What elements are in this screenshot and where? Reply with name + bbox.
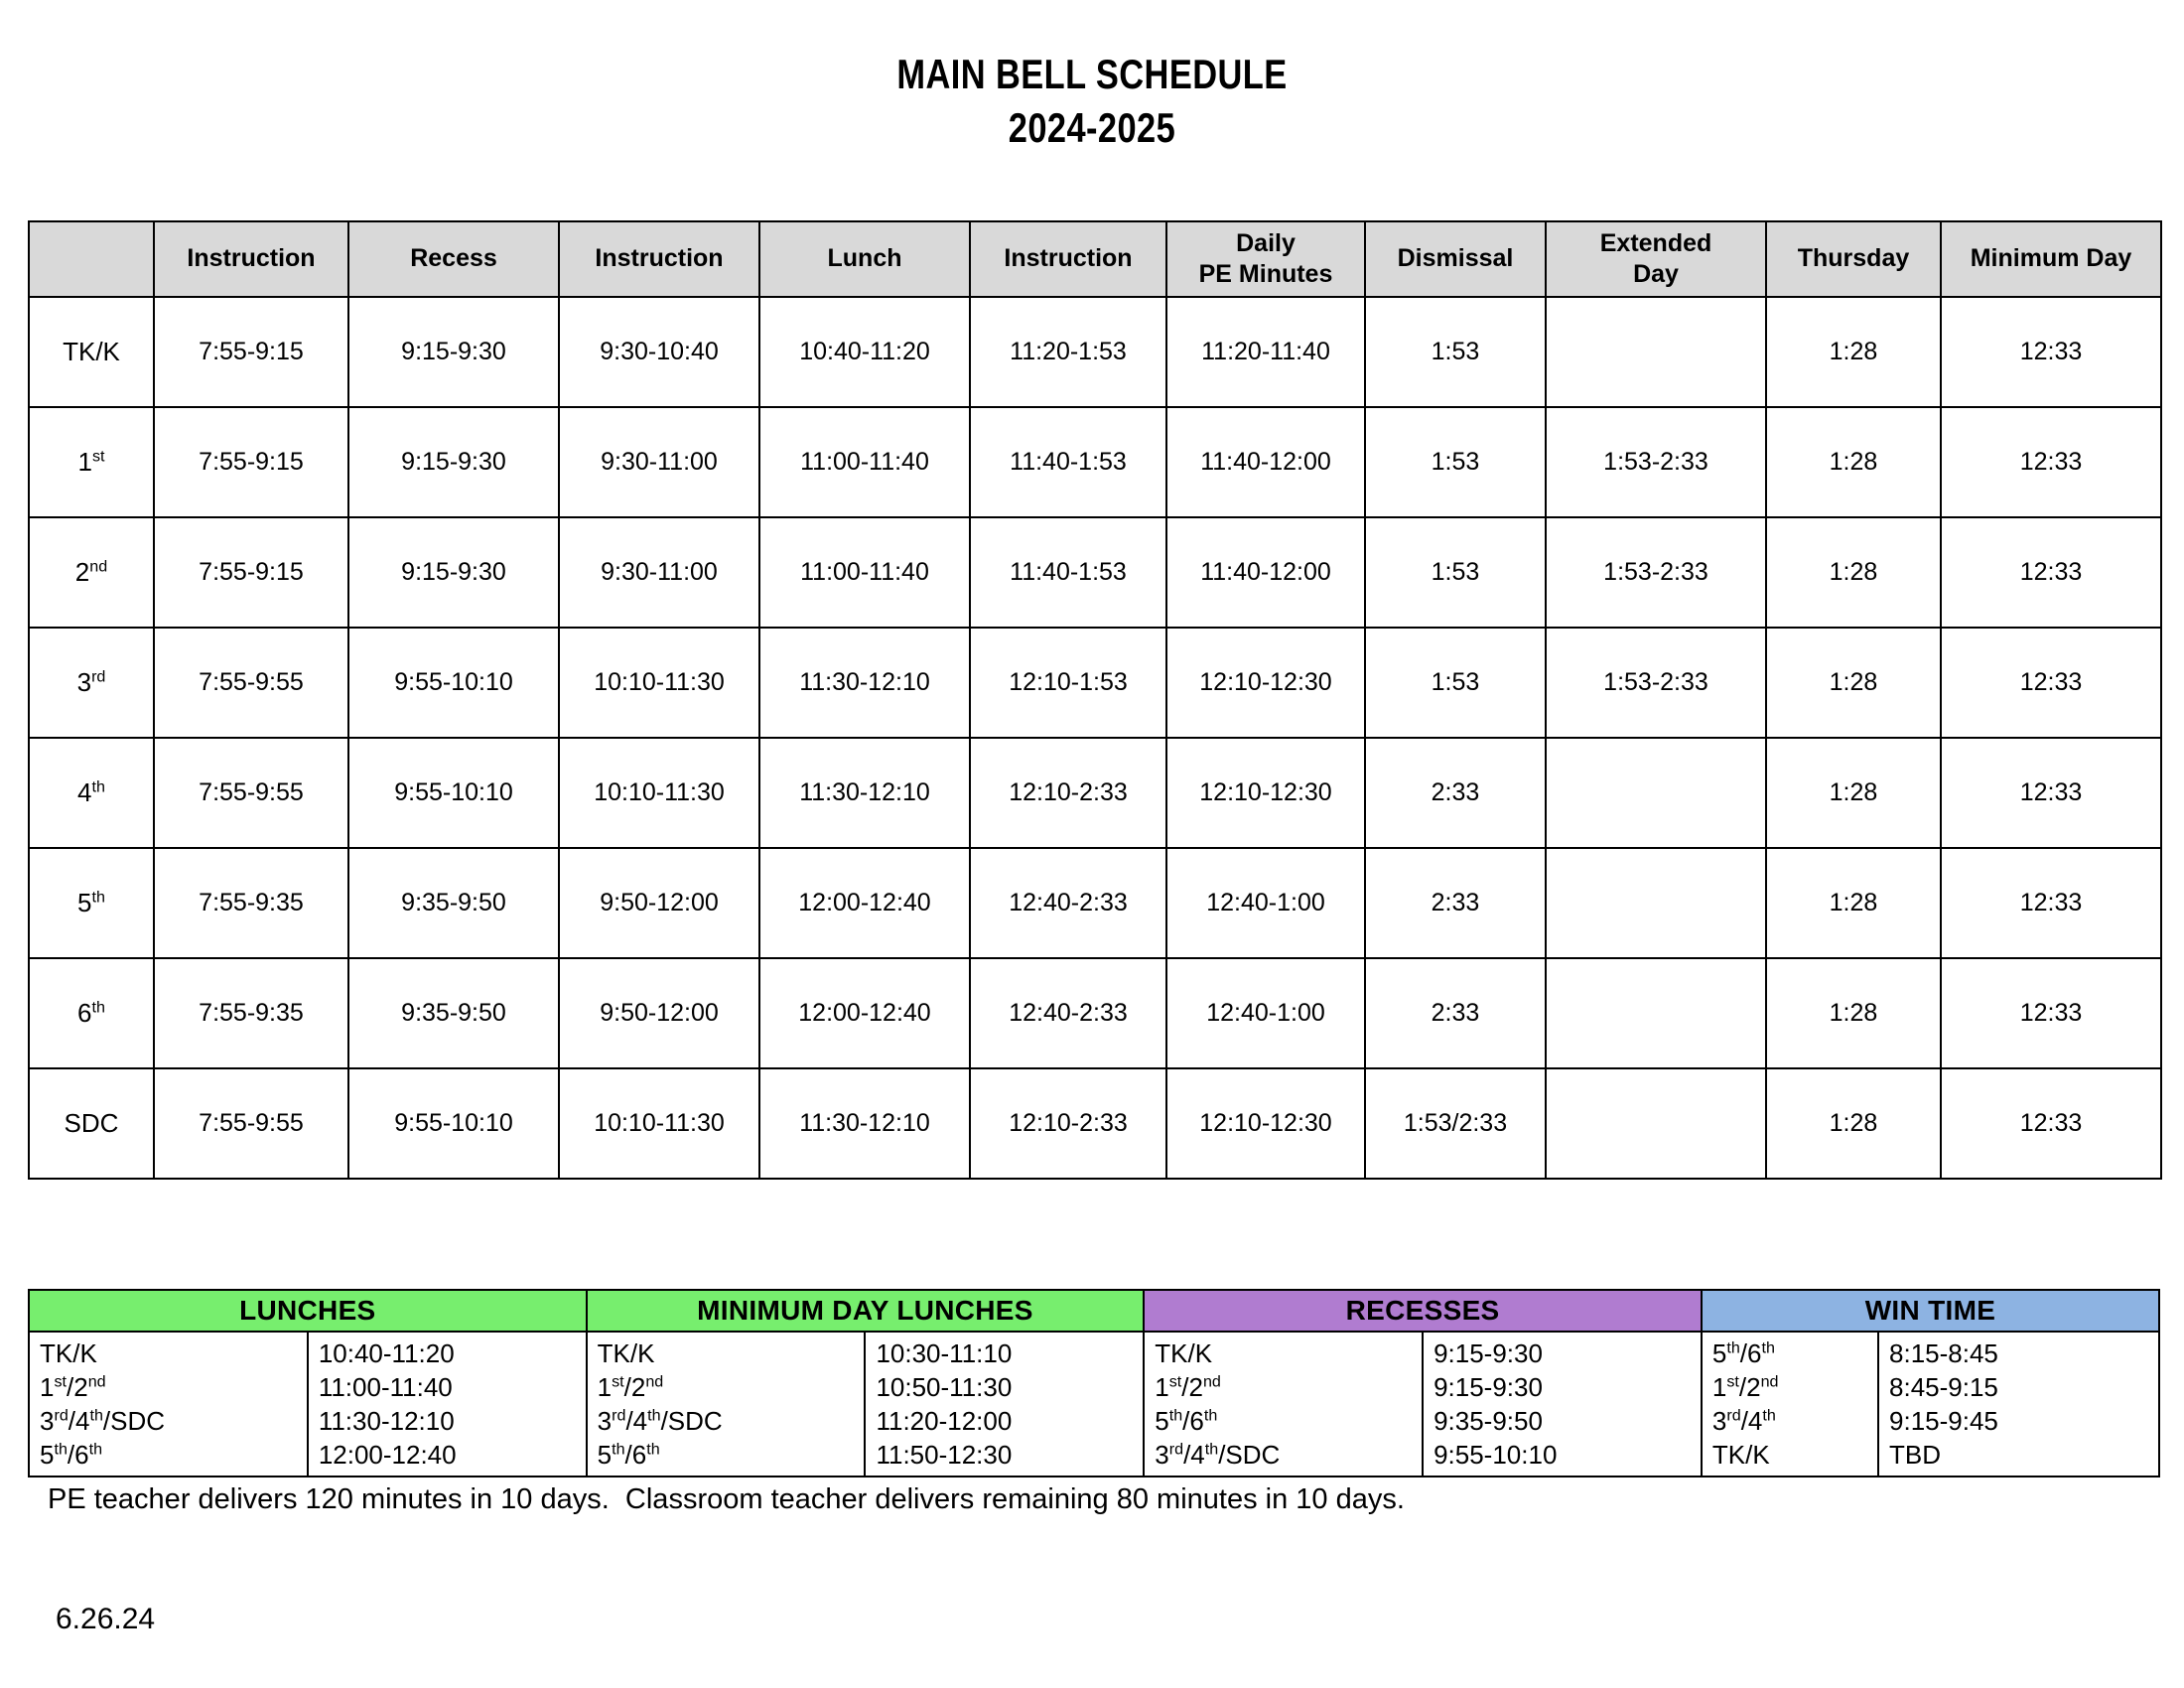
cell-instruction-1: 7:55-9:35	[154, 958, 348, 1068]
cell-lunch: 10:40-11:20	[759, 297, 970, 407]
legend-time-value: 8:15-8:45	[1878, 1332, 2159, 1370]
legend-header-row	[29, 1290, 2159, 1332]
legend-time-value: 9:15-9:30	[1423, 1370, 1702, 1404]
cell-dismissal: 1:53	[1365, 628, 1546, 738]
cell-instruction-3: 12:10-2:33	[970, 738, 1166, 848]
cell-recess: 9:35-9:50	[348, 958, 559, 1068]
main-bell-schedule-table	[28, 220, 2162, 1180]
legend-header-recesses: RECESSES	[1144, 1290, 1702, 1332]
cell-lunch: 11:00-11:40	[759, 517, 970, 628]
legend-grade-label: 1st/2nd	[1702, 1370, 1878, 1404]
cell-minimum-day: 12:33	[1941, 1068, 2161, 1179]
legend-time-value: 11:00-11:40	[308, 1370, 587, 1404]
cell-lunch: 12:00-12:40	[759, 848, 970, 958]
cell-extended-day	[1546, 297, 1766, 407]
legend-header-lunches: LUNCHES	[29, 1290, 587, 1332]
cell-recess: 9:35-9:50	[348, 848, 559, 958]
cell-dismissal: 1:53	[1365, 297, 1546, 407]
legend-header-win-time: WIN TIME	[1702, 1290, 2159, 1332]
cell-extended-day	[1546, 958, 1766, 1068]
legend-time-value: 10:40-11:20	[308, 1332, 587, 1370]
cell-daily-pe-minutes: 11:40-12:00	[1166, 517, 1365, 628]
cell-instruction-1: 7:55-9:15	[154, 407, 348, 517]
cell-instruction-1: 7:55-9:55	[154, 628, 348, 738]
cell-instruction-2: 9:50-12:00	[559, 848, 759, 958]
cell-lunch: 12:00-12:40	[759, 958, 970, 1068]
legend-grade-label: 3rd/4th/SDC	[587, 1404, 866, 1438]
legend-grade-label: TK/K	[1144, 1332, 1423, 1370]
legend-time-value: 11:20-12:00	[865, 1404, 1144, 1438]
cell-minimum-day: 12:33	[1941, 738, 2161, 848]
cell-extended-day: 1:53-2:33	[1546, 517, 1766, 628]
cell-instruction-1: 7:55-9:35	[154, 848, 348, 958]
legend-grade-label: 1st/2nd	[587, 1370, 866, 1404]
header-instruction-1: Instruction	[154, 221, 348, 297]
row-label-4th: 4th	[29, 738, 154, 848]
cell-recess: 9:55-10:10	[348, 1068, 559, 1179]
cell-instruction-2: 10:10-11:30	[559, 738, 759, 848]
cell-instruction-2: 10:10-11:30	[559, 628, 759, 738]
cell-instruction-3: 11:20-1:53	[970, 297, 1166, 407]
cell-daily-pe-minutes: 12:40-1:00	[1166, 848, 1365, 958]
header-instruction-3: Instruction	[970, 221, 1166, 297]
legend-time-value: 12:00-12:40	[308, 1438, 587, 1477]
cell-thursday: 1:28	[1766, 628, 1941, 738]
header-instruction-2: Instruction	[559, 221, 759, 297]
legend-grade-label: 5th/6th	[587, 1438, 866, 1477]
legend-time-value: 8:45-9:15	[1878, 1370, 2159, 1404]
table-row	[29, 1068, 2161, 1179]
legend-body	[29, 1332, 2159, 1477]
legend-time-value: 10:30-11:10	[865, 1332, 1144, 1370]
cell-minimum-day: 12:33	[1941, 407, 2161, 517]
cell-lunch: 11:00-11:40	[759, 407, 970, 517]
cell-instruction-1: 7:55-9:55	[154, 738, 348, 848]
header-daily-pe-line2: PE Minutes	[1198, 260, 1333, 288]
cell-minimum-day: 12:33	[1941, 848, 2161, 958]
cell-instruction-3: 12:40-2:33	[970, 958, 1166, 1068]
pe-minutes-note: PE teacher delivers 120 minutes in 10 days. Classroom teacher delivers remaining 80 minutes in 10 days.	[48, 1483, 1405, 1515]
legend-time-value: 10:50-11:30	[865, 1370, 1144, 1404]
header-thursday: Thursday	[1766, 221, 1941, 297]
cell-extended-day	[1546, 1068, 1766, 1179]
cell-recess: 9:55-10:10	[348, 628, 559, 738]
cell-thursday: 1:28	[1766, 517, 1941, 628]
legend-grade-label: TK/K	[1702, 1438, 1878, 1477]
cell-daily-pe-minutes: 11:20-11:40	[1166, 297, 1365, 407]
cell-extended-day	[1546, 848, 1766, 958]
header-extended-line1: Extended	[1599, 228, 1712, 257]
cell-instruction-1: 7:55-9:55	[154, 1068, 348, 1179]
header-daily-pe-minutes	[1166, 221, 1365, 297]
header-extended-line2: Day	[1633, 260, 1679, 288]
table-row	[29, 738, 2161, 848]
header-daily-pe-line1: Daily	[1236, 228, 1296, 257]
cell-daily-pe-minutes: 12:10-12:30	[1166, 1068, 1365, 1179]
cell-recess: 9:15-9:30	[348, 407, 559, 517]
document-title	[0, 0, 2184, 155]
cell-dismissal: 1:53	[1365, 517, 1546, 628]
cell-instruction-3: 12:10-2:33	[970, 1068, 1166, 1179]
legend-grade-label: TK/K	[29, 1332, 308, 1370]
legend-time-value: 9:55-10:10	[1423, 1438, 1702, 1477]
table-row	[29, 958, 2161, 1068]
cell-lunch: 11:30-12:10	[759, 738, 970, 848]
header-extended-day	[1546, 221, 1766, 297]
cell-daily-pe-minutes: 12:10-12:30	[1166, 628, 1365, 738]
cell-daily-pe-minutes: 12:10-12:30	[1166, 738, 1365, 848]
legend-time-value: 11:30-12:10	[308, 1404, 587, 1438]
cell-recess: 9:15-9:30	[348, 517, 559, 628]
legend-header-minimum-day-lunches: MINIMUM DAY LUNCHES	[587, 1290, 1145, 1332]
cell-instruction-2: 9:30-10:40	[559, 297, 759, 407]
legend-container	[28, 1289, 2160, 1477]
cell-extended-day: 1:53-2:33	[1546, 407, 1766, 517]
row-label-3rd: 3rd	[29, 628, 154, 738]
cell-thursday: 1:28	[1766, 1068, 1941, 1179]
cell-minimum-day: 12:33	[1941, 517, 2161, 628]
row-label-1st: 1st	[29, 407, 154, 517]
legend-grade-label: 5th/6th	[1144, 1404, 1423, 1438]
legend-time-value: 9:35-9:50	[1423, 1404, 1702, 1438]
cell-minimum-day: 12:33	[1941, 958, 2161, 1068]
cell-dismissal: 2:33	[1365, 958, 1546, 1068]
cell-instruction-3: 12:10-1:53	[970, 628, 1166, 738]
cell-instruction-2: 10:10-11:30	[559, 1068, 759, 1179]
revision-date: 6.26.24	[56, 1603, 156, 1635]
cell-thursday: 1:28	[1766, 958, 1941, 1068]
row-label-2nd: 2nd	[29, 517, 154, 628]
cell-minimum-day: 12:33	[1941, 628, 2161, 738]
table-row	[29, 848, 2161, 958]
schedule-body	[29, 297, 2161, 1179]
cell-extended-day	[1546, 738, 1766, 848]
row-label-sdc: SDC	[29, 1068, 154, 1179]
cell-instruction-2: 9:30-11:00	[559, 517, 759, 628]
cell-daily-pe-minutes: 12:40-1:00	[1166, 958, 1365, 1068]
cell-thursday: 1:28	[1766, 738, 1941, 848]
cell-dismissal: 1:53/2:33	[1365, 1068, 1546, 1179]
header-corner-blank	[29, 221, 154, 297]
header-recess: Recess	[348, 221, 559, 297]
table-row	[29, 517, 2161, 628]
cell-thursday: 1:28	[1766, 297, 1941, 407]
legend-grade-label: TK/K	[587, 1332, 866, 1370]
header-dismissal: Dismissal	[1365, 221, 1546, 297]
cell-lunch: 11:30-12:10	[759, 1068, 970, 1179]
legend-grade-label: 5th/6th	[1702, 1332, 1878, 1370]
cell-thursday: 1:28	[1766, 848, 1941, 958]
legend-time-value: 9:15-9:45	[1878, 1404, 2159, 1438]
cell-instruction-1: 7:55-9:15	[154, 517, 348, 628]
cell-thursday: 1:28	[1766, 407, 1941, 517]
legend-row	[29, 1438, 2159, 1477]
title-line-main: MAIN BELL SCHEDULE	[896, 51, 1288, 97]
legend-grade-label: 1st/2nd	[29, 1370, 308, 1404]
cell-instruction-3: 12:40-2:33	[970, 848, 1166, 958]
legend-time-value: TBD	[1878, 1438, 2159, 1477]
table-row	[29, 407, 2161, 517]
title-line-year: 2024-2025	[1008, 103, 1176, 151]
cell-extended-day: 1:53-2:33	[1546, 628, 1766, 738]
cell-dismissal: 2:33	[1365, 738, 1546, 848]
table-row	[29, 297, 2161, 407]
cell-instruction-2: 9:50-12:00	[559, 958, 759, 1068]
cell-recess: 9:55-10:10	[348, 738, 559, 848]
row-label-tk-k: TK/K	[29, 297, 154, 407]
legend-row	[29, 1370, 2159, 1404]
legend-table	[28, 1289, 2160, 1477]
legend-row	[29, 1332, 2159, 1370]
row-label-6th: 6th	[29, 958, 154, 1068]
header-minimum-day: Minimum Day	[1941, 221, 2161, 297]
legend-grade-label: 3rd/4th/SDC	[29, 1404, 308, 1438]
cell-instruction-1: 7:55-9:15	[154, 297, 348, 407]
cell-instruction-3: 11:40-1:53	[970, 407, 1166, 517]
legend-grade-label: 3rd/4th/SDC	[1144, 1438, 1423, 1477]
cell-recess: 9:15-9:30	[348, 297, 559, 407]
legend-grade-label: 1st/2nd	[1144, 1370, 1423, 1404]
row-label-5th: 5th	[29, 848, 154, 958]
legend-grade-label: 3rd/4th	[1702, 1404, 1878, 1438]
legend-grade-label: 5th/6th	[29, 1438, 308, 1477]
schedule-header-row	[29, 221, 2161, 297]
header-lunch: Lunch	[759, 221, 970, 297]
cell-dismissal: 2:33	[1365, 848, 1546, 958]
cell-instruction-3: 11:40-1:53	[970, 517, 1166, 628]
legend-time-value: 9:15-9:30	[1423, 1332, 1702, 1370]
cell-instruction-2: 9:30-11:00	[559, 407, 759, 517]
legend-time-value: 11:50-12:30	[865, 1438, 1144, 1477]
schedule-table-container	[28, 220, 2160, 1180]
cell-minimum-day: 12:33	[1941, 297, 2161, 407]
legend-row	[29, 1404, 2159, 1438]
cell-daily-pe-minutes: 11:40-12:00	[1166, 407, 1365, 517]
cell-dismissal: 1:53	[1365, 407, 1546, 517]
cell-lunch: 11:30-12:10	[759, 628, 970, 738]
table-row	[29, 628, 2161, 738]
